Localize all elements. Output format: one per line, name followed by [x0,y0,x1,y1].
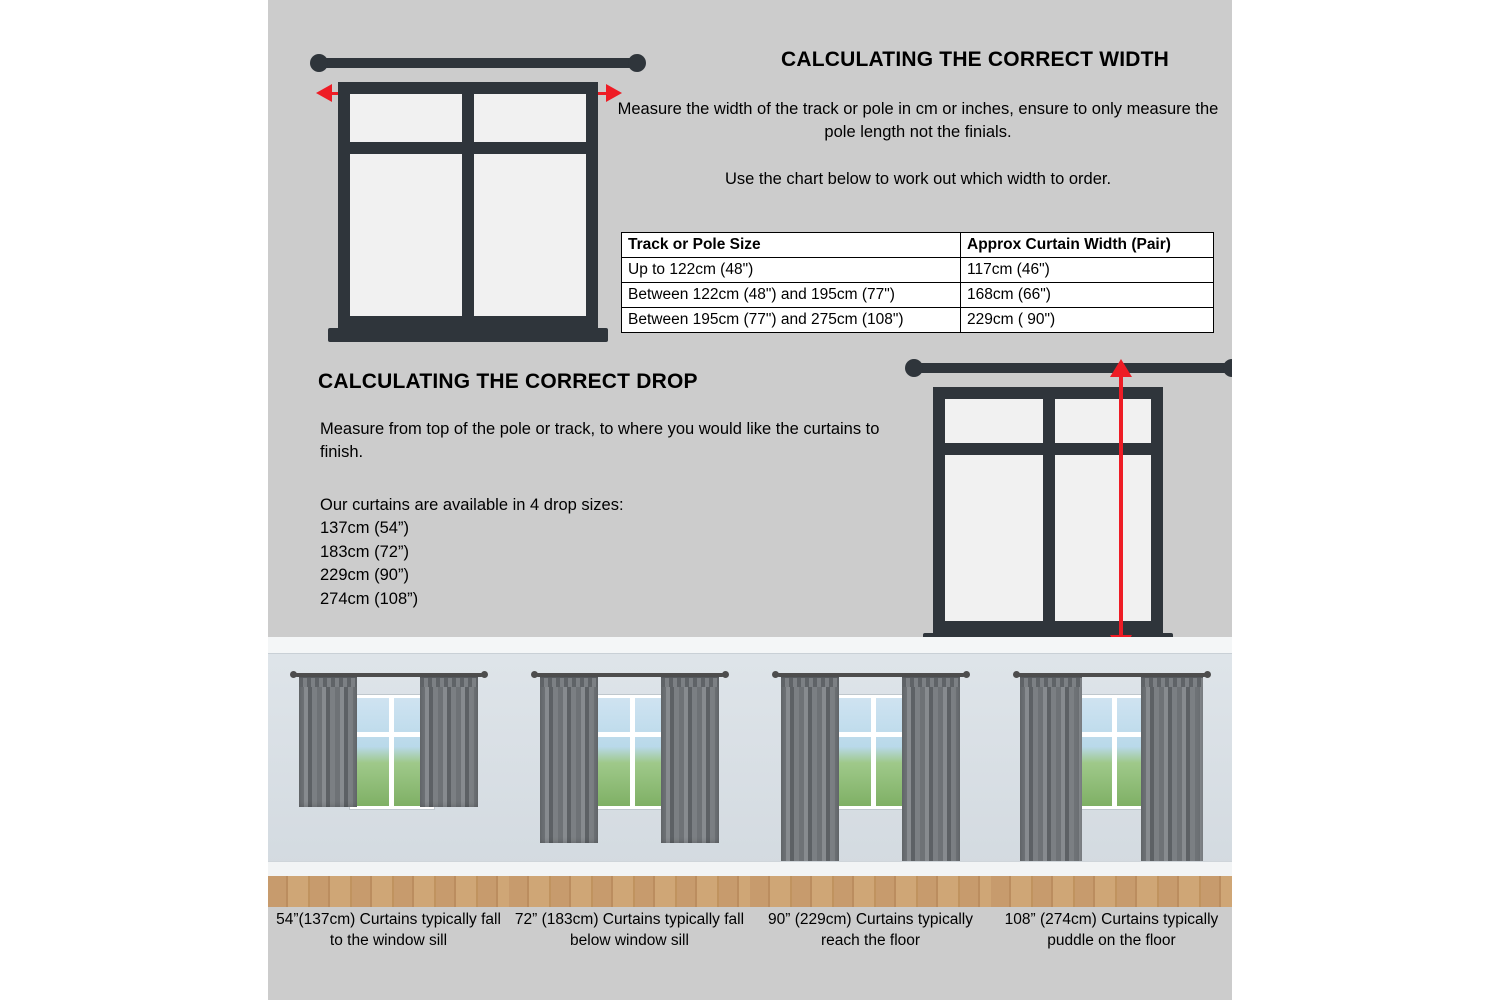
room-scene-72 [509,637,750,907]
drop-measure-arrow-top-head [1110,359,1132,377]
table-cell-pole-size: Up to 122cm (48") [622,258,961,283]
width-section-heading: CALCULATING THE CORRECT WIDTH [780,48,1170,71]
curtain-heading-tape-left [1020,677,1082,687]
curtain-heading-tape-right [902,677,960,687]
pole-finial-left-icon [905,359,923,377]
window-sill [328,328,608,342]
drop-sizes-list [320,494,770,611]
drop-instruction-1: Measure from top of the pole or track, to where you would like the curtains to finish. [320,420,880,462]
drop-size-90: 229cm (90”) [320,566,409,585]
room-scene-54 [268,637,509,907]
window-pane [474,154,586,316]
pole-end-right-icon [963,671,970,678]
window-pane [945,399,1043,443]
curtain-pole-graphic [913,363,1232,373]
photo-caption-90: 90” (229cm) Curtains typically reach the floor [767,911,973,950]
table-row [622,308,1214,333]
cornice [268,637,509,654]
pole-end-left-icon [531,671,538,678]
curtain-heading-tape-right [420,677,478,687]
window-mullion [389,698,394,806]
window-mullion [871,698,876,806]
window-width-diagram [298,40,658,340]
skirting-board [991,861,1232,877]
skirting-board [509,861,750,877]
table-header-pole-size: Track or Pole Size [622,233,961,258]
cornice [509,637,750,654]
cornice [750,637,991,654]
curtain-drop-photo-strip [268,637,1232,1000]
photo-caption-108: 108” (274cm) Curtains typically puddle on the floor [1004,911,1219,950]
pole-end-right-icon [1204,671,1211,678]
drop-size-108: 274cm (108”) [320,589,419,608]
window-pane [350,94,462,142]
curtain-right [661,677,719,843]
table-header-row [622,233,1214,258]
photo-cell-108 [991,637,1232,1000]
cornice [991,637,1232,654]
curtain-left [781,677,839,877]
pole-end-right-icon [481,671,488,678]
window-pane [945,455,1043,621]
photo-caption-54: 54”(137cm) Curtains typically fall to the window sill [276,911,501,950]
curtain-left [540,677,598,843]
curtain-measuring-guide [268,0,1232,1000]
wooden-floor [509,876,750,907]
window-mullion [1112,698,1117,806]
curtain-heading-tape-right [661,677,719,687]
drop-size-72: 183cm (72”) [320,542,409,561]
curtain-right [902,677,960,877]
wooden-floor [991,876,1232,907]
window-drop-diagram [893,345,1232,645]
table-row [622,258,1214,283]
width-instruction-1: Measure the width of the track or pole in cm or inches, ensure to only measure the pole length not the finials. [617,100,1219,142]
pole-finial-left-icon [310,54,328,72]
curtain-pole-graphic [318,58,638,68]
curtain-heading-tape-left [299,677,357,687]
room-scene-90 [750,637,991,907]
photo-cell-90 [750,637,991,1000]
window-pane [1055,399,1151,443]
pole-finial-right-icon [628,54,646,72]
skirting-board [268,861,509,877]
curtain-heading-tape-left [781,677,839,687]
drop-measure-arrow-line [1119,375,1123,637]
drop-section-heading: CALCULATING THE CORRECT DROP [318,370,698,393]
photo-cell-54 [268,637,509,1000]
curtain-heading-tape-right [1141,677,1203,687]
drop-sizes-intro: Our curtains are available in 4 drop sizes: [320,496,624,514]
width-instruction-2: Use the chart below to work out which width to order. [724,170,1112,188]
pole-end-left-icon [772,671,779,678]
table-cell-pole-size: Between 122cm (48") and 195cm (77") [622,283,961,308]
table-row [622,283,1214,308]
pole-end-left-icon [1013,671,1020,678]
window-pane [474,94,586,142]
room-scene-108 [991,637,1232,907]
table-header-curtain-width: Approx Curtain Width (Pair) [961,233,1214,258]
drop-size-54: 137cm (54”) [320,519,409,538]
curtain-left [299,677,357,807]
pole-finial-right-icon [1223,359,1232,377]
curtain-heading-tape-left [540,677,598,687]
wooden-floor [750,876,991,907]
size-chart-table [621,232,1214,333]
table-cell-curtain-width: 168cm (66") [961,283,1214,308]
window-pane [350,154,462,316]
table-cell-curtain-width: 229cm ( 90") [961,308,1214,333]
photo-caption-72: 72” (183cm) Curtains typically fall below window sill [514,911,745,950]
width-measure-arrow-left-head [316,84,332,102]
table-cell-curtain-width: 117cm (46") [961,258,1214,283]
table-cell-pole-size: Between 195cm (77") and 275cm (108") [622,308,961,333]
window-mullion [630,698,635,806]
wooden-floor [268,876,509,907]
pole-end-left-icon [290,671,297,678]
photo-cell-72 [509,637,750,1000]
window-pane [1055,455,1151,621]
skirting-board [750,861,991,877]
curtain-right [420,677,478,807]
pole-end-right-icon [722,671,729,678]
